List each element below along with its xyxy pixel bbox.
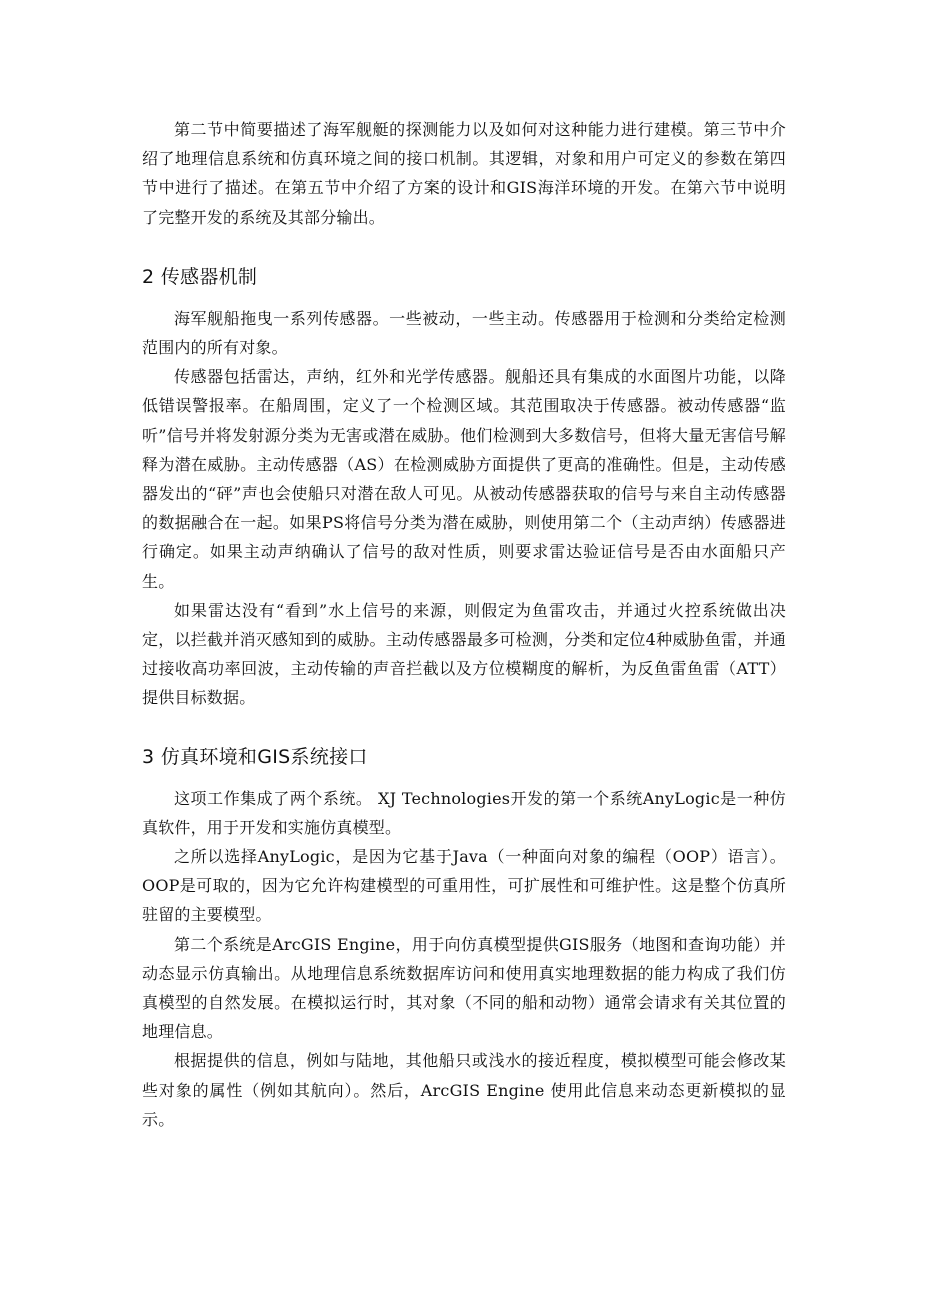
section-3-paragraph: 第二个系统是ArcGIS Engine，用于向仿真模型提供GIS服务（地图和查询功能）并动态显示仿真输出。从地理信息系统数据库访问和使用真实地理数据的能力构成了我们仿真模型的自然发展。在模拟运行时，其对象（不同的船和动物）通常会请求有关其位置的地理信息。	[142, 934, 786, 1042]
section-2-paragraph: 海军舰船拖曳一系列传感器。一些被动，一些主动。传感器用于检测和分类给定检测范围内的所有对象。	[142, 308, 786, 358]
section-3-heading: 3 仿真环境和GIS系统接口	[142, 745, 368, 768]
intro-paragraph: 第二节中简要描述了海军舰艇的探测能力以及如何对这种能力进行建模。第三节中介绍了地理信息系统和仿真环境之间的接口机制。其逻辑，对象和用户可定义的参数在第四节中进行了描述。在第五节中介绍了方案的设计和GIS海洋环境的开发。在第六节中说明了完整开发的系统及其部分输出。	[142, 120, 786, 227]
document-page	[142, 115, 786, 1134]
section-2-paragraph: 如果雷达没有“看到”水上信号的来源，则假定为鱼雷攻击，并通过火控系统做出决定，以拦截并消灭感知到的威胁。主动传感器最多可检测，分类和定位4种威胁鱼雷，并通过接收高功率回波，主动传输的声音拦截以及方位模糊度的解析，为反鱼雷鱼雷（ATT）提供目标数据。	[142, 600, 786, 708]
section-2-heading: 2 传感器机制	[142, 265, 258, 288]
section-3-paragraph: 根据提供的信息，例如与陆地，其他船只或浅水的接近程度，模拟模型可能会修改某些对象的属性（例如其航向）。然后，ArcGIS Engine 使用此信息来动态更新模拟的显示。	[142, 1051, 786, 1129]
section-3-paragraph: 这项工作集成了两个系统。 XJ Technologies开发的第一个系统AnyLogic是一种仿真软件，用于开发和实施仿真模型。	[142, 788, 786, 837]
section-3-paragraph: 之所以选择AnyLogic，是因为它基于Java（一种面向对象的编程（OOP）语言）。OOP是可取的，因为它允许构建模型的可重用性，可扩展性和可维护性。这是整个仿真所驻留的主要模型。	[142, 847, 786, 925]
section-2-paragraph: 传感器包括雷达，声纳，红外和光学传感器。舰船还具有集成的水面图片功能，以降低错误警报率。在船周围，定义了一个检测区域。其范围取决于传感器。被动传感器“监听”信号并将发射源分类为无害或潜在威胁。他们检测到大多数信号，但将大量无害信号解释为潜在威胁。主动传感器（AS）在检测威胁方面提供了更高的准确性。但是，主动传感器发出的“砰”声也会使船只对潜在敌人可见。从被动传感器获取的信号与来自主动传感器的数据融合在一起。如果PS将信号分类为潜在威胁，则使用第二个（主动声纳）传感器进行确定。如果主动声纳确认了信号的敌对性质，则要求雷达验证信号是否由水面船只产生。	[142, 367, 786, 591]
